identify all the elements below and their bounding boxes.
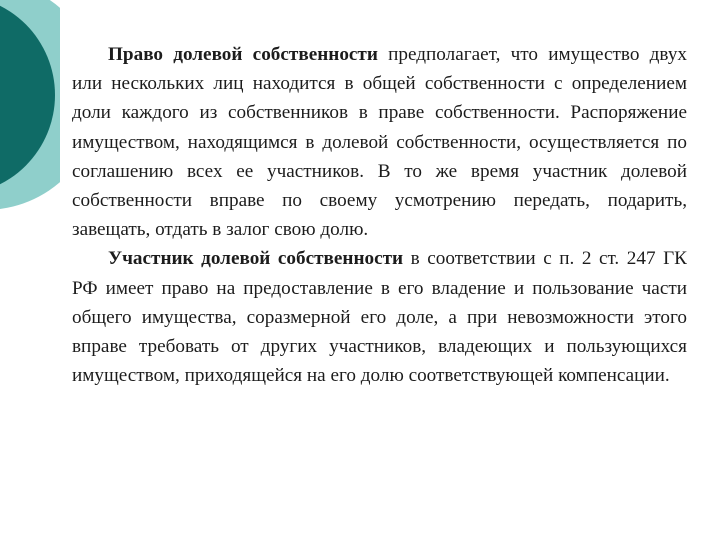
paragraph-text: в соответствии с п. 2 ст. 247 ГК РФ имеет право на предоставление в его владение и пользование части общего имущества, соразмерной его доле, а при невозможности этого вправе требовать от других участников, владеющих и пользующихся имуществом, приходящейся на его долю соответствующей компенсации. [72,248,687,387]
slide-text-body [72,40,687,390]
paragraph-heading: Участник долевой собственности [108,248,404,270]
paragraph-shared-ownership [72,40,687,244]
paragraph-text: предполагает, что имущество двух или нескольких лиц находится в общей собственности с определением доли каждого из собственников в праве собственности. Распоряжение имуществом, находящимся в долевой собственности, осуществляется по соглашению всех ее участников. В то же время участник долевой собственности вправе по своему усмотрению передать, подарить, завещать, отдать в залог свою долю. [72,44,688,241]
paragraph-heading: Право долевой собственности [108,44,378,65]
slide-decoration [0,0,60,540]
paragraph-participant-rights [72,244,687,390]
